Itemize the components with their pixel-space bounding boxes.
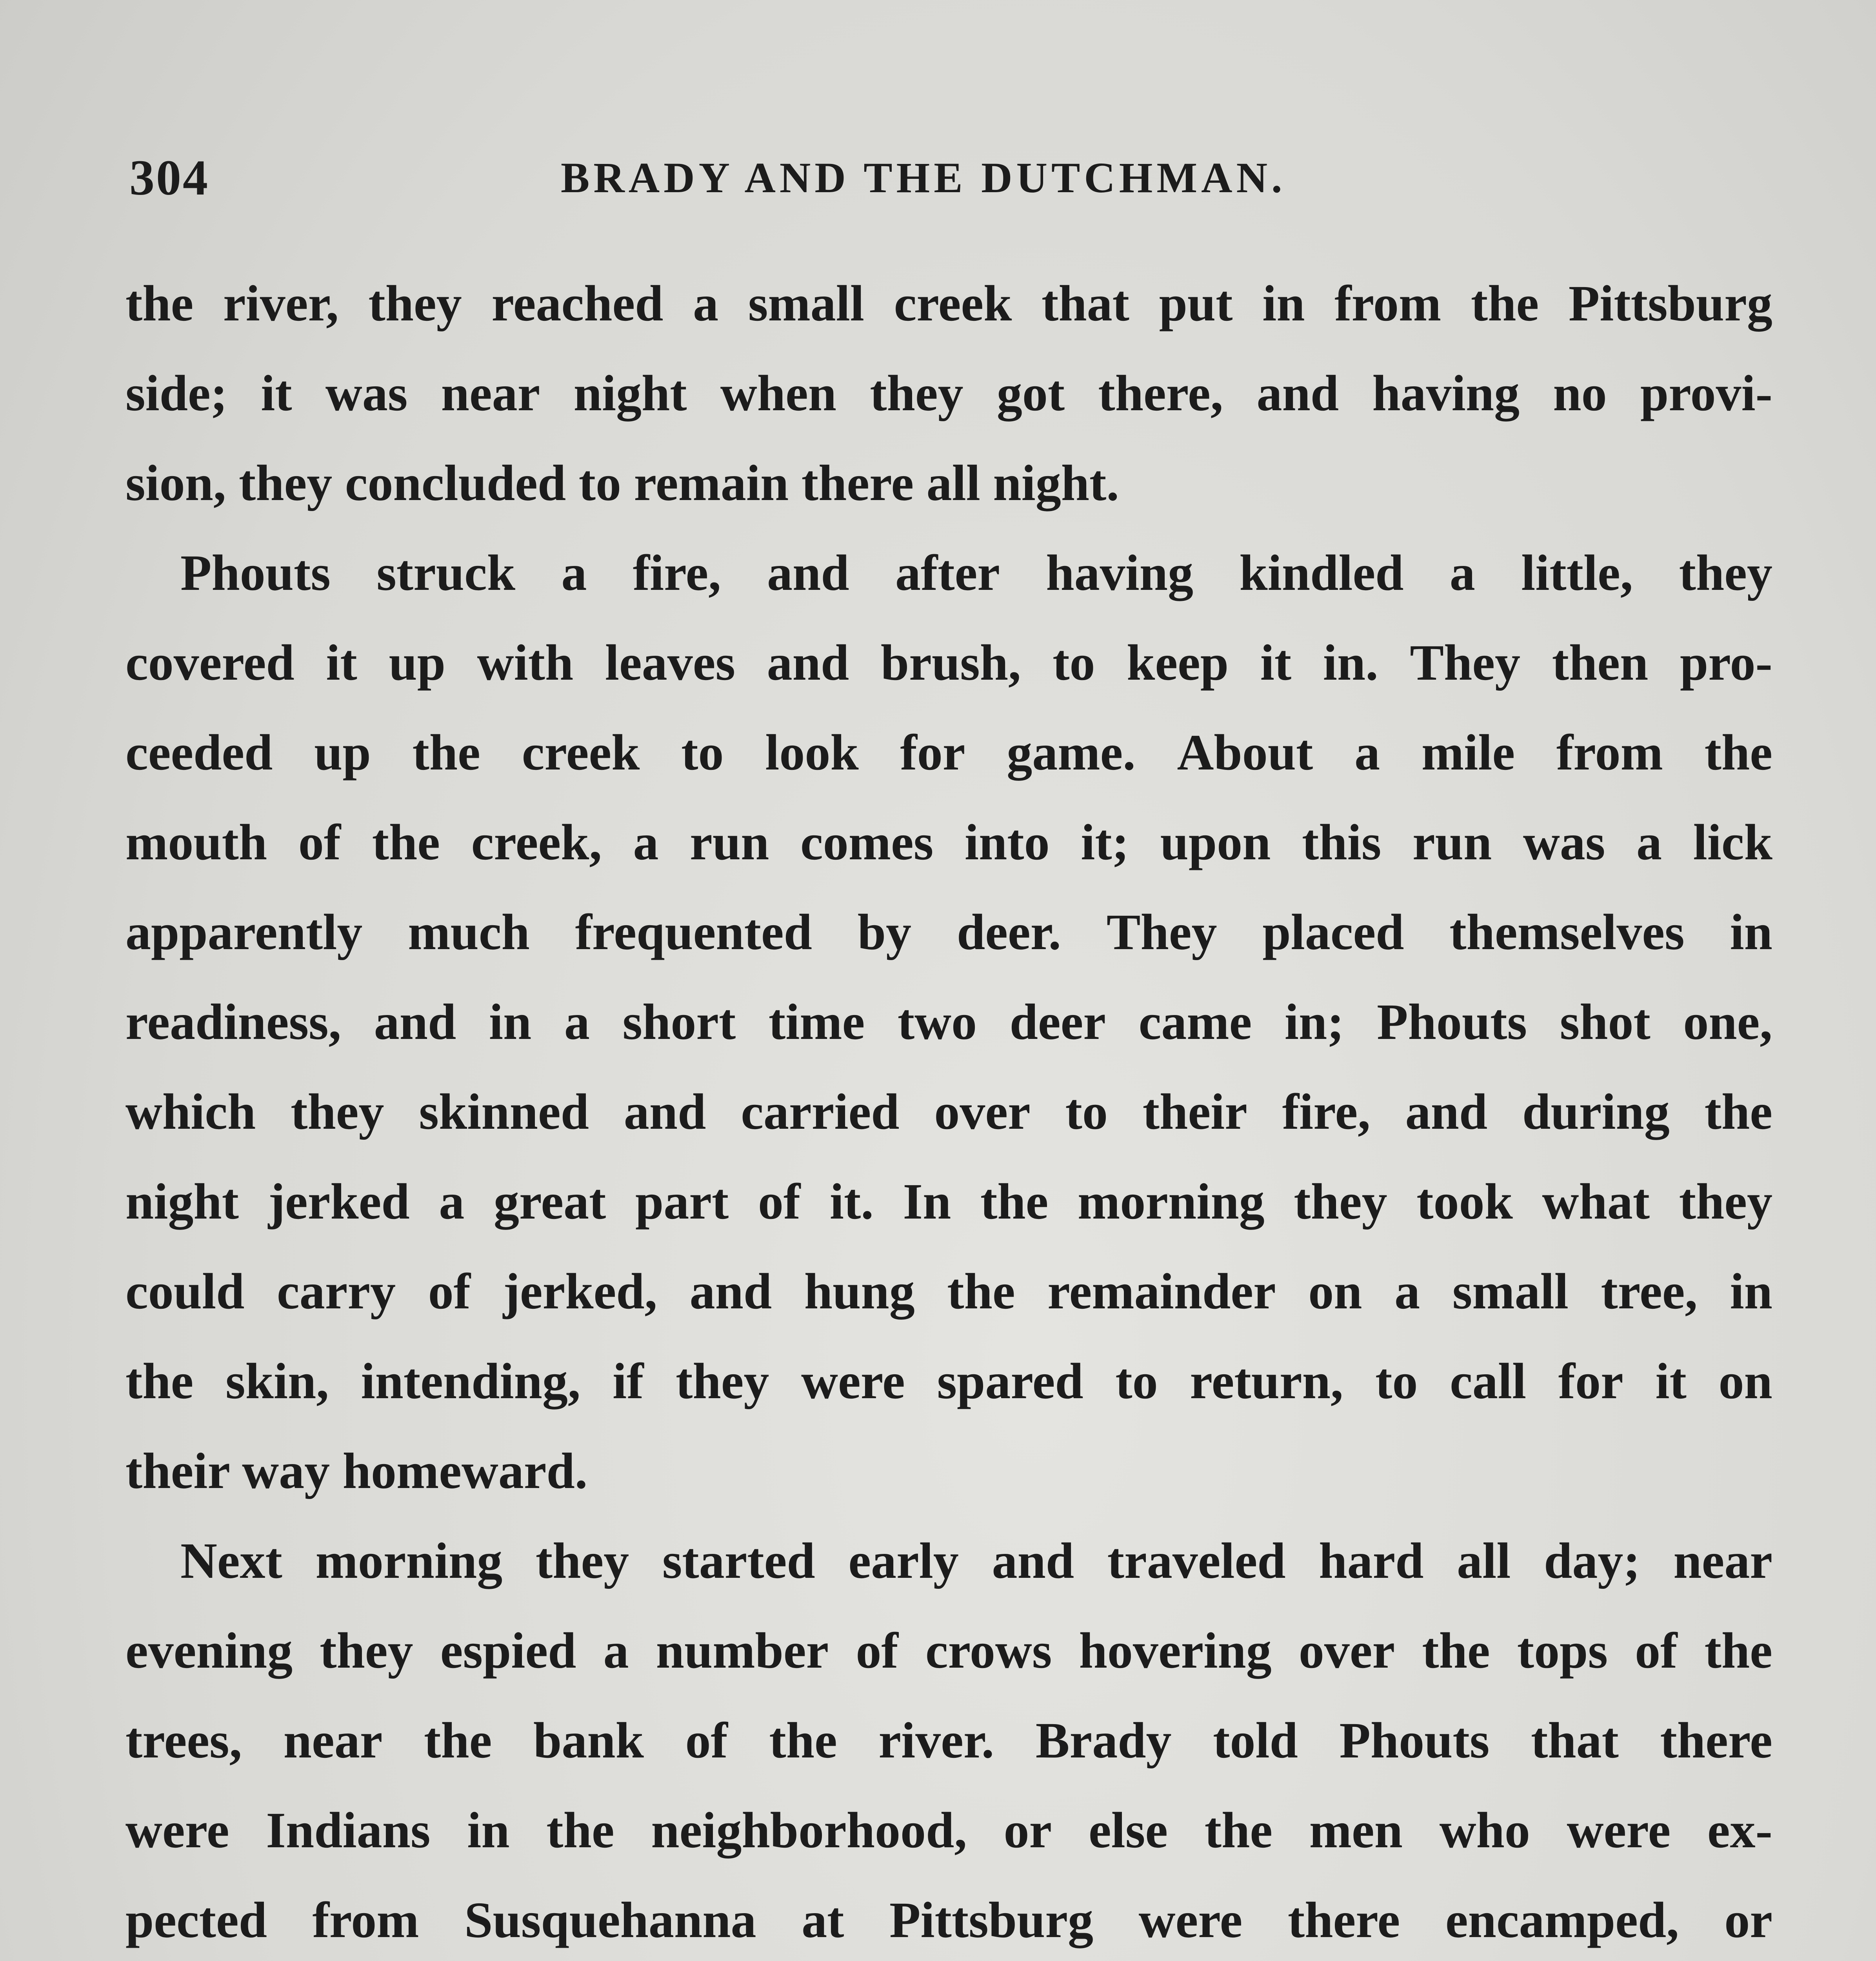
word: two [897, 994, 977, 1050]
word: started [662, 1533, 815, 1589]
word: could [125, 1263, 245, 1320]
word: was [1523, 814, 1605, 871]
word: to [681, 724, 724, 781]
word: the [1471, 275, 1539, 332]
word: great [493, 1173, 606, 1230]
word: the [412, 724, 480, 781]
word: during [1522, 1084, 1670, 1140]
word: trees, [125, 1712, 242, 1769]
word: they [320, 1623, 413, 1679]
word: In [903, 1173, 951, 1230]
word: and [992, 1533, 1074, 1589]
word: themselves [1449, 904, 1685, 960]
word: the [947, 1263, 1015, 1320]
word: shot [1560, 994, 1651, 1050]
word: pro- [1680, 635, 1772, 691]
word: part [635, 1173, 729, 1230]
word: they [870, 365, 963, 422]
word: Phouts [180, 545, 331, 601]
word: much [408, 904, 530, 960]
word: took [1416, 1173, 1513, 1230]
text-line [125, 1157, 1772, 1247]
word: look [765, 724, 859, 781]
word: the [424, 1712, 492, 1769]
word: river, [223, 275, 339, 332]
word: up [314, 724, 371, 781]
word: men [1309, 1802, 1403, 1859]
word: comes [800, 814, 934, 871]
word: got [996, 365, 1065, 422]
word: near [441, 365, 540, 422]
word: tops [1517, 1623, 1608, 1679]
word: fire, [633, 545, 721, 601]
word: what [1542, 1173, 1650, 1230]
word: a [603, 1623, 629, 1679]
word: deer. [956, 904, 1061, 960]
word: and [1256, 365, 1339, 422]
word: short [622, 994, 736, 1050]
word: they [1294, 1173, 1387, 1230]
word: into [964, 814, 1050, 871]
body-text [125, 259, 1772, 1961]
word: They [1410, 635, 1521, 691]
word: came [1138, 994, 1252, 1050]
word: over [934, 1084, 1031, 1140]
text-line: their way homeward. [125, 1443, 588, 1499]
word: if [613, 1353, 644, 1410]
word: carry [277, 1263, 396, 1320]
word: Next [180, 1533, 282, 1589]
word: with [477, 635, 574, 691]
word: they [368, 275, 462, 332]
word: intending, [361, 1353, 581, 1410]
word: up [389, 635, 446, 691]
text-line [125, 798, 1772, 888]
word: Pittsburg [1568, 275, 1772, 332]
word: when [720, 365, 837, 422]
word: river. [878, 1712, 994, 1769]
word: a [1449, 545, 1475, 601]
word: of [298, 814, 341, 871]
word: creek, [471, 814, 602, 871]
word: run [690, 814, 769, 871]
word: which [125, 1084, 256, 1140]
word: early [848, 1533, 959, 1589]
word: to [1115, 1353, 1158, 1410]
word: told [1213, 1712, 1298, 1769]
word: was [325, 365, 408, 422]
word: this [1302, 814, 1382, 871]
word: that [1531, 1712, 1619, 1769]
word: morning [315, 1533, 503, 1589]
word: in. [1323, 635, 1378, 691]
word: having [1372, 365, 1520, 422]
word: there [1660, 1712, 1772, 1769]
word: the [125, 275, 194, 332]
word: in [1262, 275, 1305, 332]
word: a [1636, 814, 1662, 871]
word: a [561, 545, 587, 601]
word: at [802, 1892, 844, 1948]
text-line [125, 1247, 1772, 1337]
word: in [467, 1802, 510, 1859]
word: carried [741, 1084, 900, 1140]
text-line [125, 1876, 1772, 1961]
word: from [312, 1892, 419, 1948]
word: struck [376, 545, 516, 601]
word: ex- [1707, 1802, 1772, 1859]
word: of [758, 1173, 801, 1230]
word: a [693, 275, 719, 332]
word: remainder [1047, 1263, 1276, 1320]
word: were [125, 1802, 229, 1859]
word: skinned [419, 1084, 589, 1140]
text-line [125, 977, 1772, 1067]
word: for [1558, 1353, 1623, 1410]
word: they [676, 1353, 769, 1410]
word: of [685, 1712, 728, 1769]
word: and [624, 1084, 706, 1140]
word: and [1405, 1084, 1488, 1140]
page-number: 304 [129, 150, 209, 206]
word: the [1704, 724, 1772, 781]
word: the [1704, 1623, 1772, 1679]
word: and [767, 545, 849, 601]
word: jerked [268, 1173, 410, 1230]
word: keep [1127, 635, 1229, 691]
word: return, [1190, 1353, 1343, 1410]
word: a [1394, 1263, 1420, 1320]
word: of [856, 1623, 898, 1679]
word: from [1556, 724, 1663, 781]
word: They [1106, 904, 1217, 960]
word: mouth [125, 814, 267, 871]
word: it. [829, 1173, 874, 1230]
word: reached [491, 275, 664, 332]
text-line [125, 708, 1772, 798]
word: readiness, [125, 994, 342, 1050]
word: a [439, 1173, 465, 1230]
word: Pittsburg [889, 1892, 1094, 1948]
text-line: sion, they concluded to remain there all night. [125, 455, 1119, 511]
word: lick [1693, 814, 1772, 871]
word: brush, [880, 635, 1021, 691]
word: from [1334, 275, 1442, 332]
text-line [125, 1337, 1772, 1426]
text-line [125, 618, 1772, 708]
word: and [689, 1263, 772, 1320]
word: small [748, 275, 864, 332]
text-line [125, 1786, 1772, 1876]
word: the [372, 814, 440, 871]
word: were [1567, 1802, 1671, 1859]
word: ceeded [125, 724, 273, 781]
word: hovering [1079, 1623, 1272, 1679]
word: game. [1007, 724, 1136, 781]
word: provi- [1640, 365, 1772, 422]
word: fire, [1282, 1084, 1371, 1140]
word: the [980, 1173, 1049, 1230]
word: pected [125, 1892, 267, 1948]
word: Indians [266, 1802, 431, 1859]
word: kindled [1239, 545, 1404, 601]
word: hung [804, 1263, 915, 1320]
word: who [1439, 1802, 1530, 1859]
word: morning [1077, 1173, 1265, 1230]
word: all [1457, 1533, 1511, 1589]
word: no [1553, 365, 1607, 422]
word: the [1704, 1084, 1772, 1140]
text-line [125, 888, 1772, 977]
word: were [1138, 1892, 1243, 1948]
word: neighborhood, [651, 1802, 967, 1859]
word: evening [125, 1623, 293, 1679]
word: the [1204, 1802, 1273, 1859]
word: small [1452, 1263, 1569, 1320]
word: to [1065, 1084, 1108, 1140]
word: Brady [1035, 1712, 1172, 1769]
word: in [489, 994, 532, 1050]
word: it [261, 365, 292, 422]
word: a [1354, 724, 1380, 781]
word: frequented [575, 904, 812, 960]
text-line [125, 1067, 1772, 1157]
word: after [895, 545, 1000, 601]
word: else [1088, 1802, 1168, 1859]
word: night [573, 365, 687, 422]
word: Phouts [1377, 994, 1527, 1050]
text-line [125, 259, 1772, 349]
word: deer [1009, 994, 1106, 1050]
word: mile [1421, 724, 1515, 781]
word: it [1655, 1353, 1687, 1410]
word: then [1552, 635, 1649, 691]
word: there [1287, 1892, 1400, 1948]
running-head: BRADY AND THE DUTCHMAN. [561, 154, 1286, 202]
word: espied [440, 1623, 576, 1679]
text-line [125, 528, 1772, 618]
word: creek [522, 724, 640, 781]
word: skin, [225, 1353, 329, 1410]
word: number [656, 1623, 829, 1679]
word: of [428, 1263, 471, 1320]
word: spared [937, 1353, 1083, 1410]
word: creek [894, 275, 1012, 332]
word: traveled [1107, 1533, 1286, 1589]
word: and [767, 635, 849, 691]
word: their [1142, 1084, 1247, 1140]
word: that [1042, 275, 1129, 332]
word: in [1730, 904, 1772, 960]
word: a [633, 814, 659, 871]
word: covered [125, 635, 294, 691]
word: the [1422, 1623, 1490, 1679]
word: run [1412, 814, 1492, 871]
word: they [1679, 545, 1772, 601]
word: time [768, 994, 865, 1050]
word: there, [1098, 365, 1223, 422]
word: put [1159, 275, 1233, 332]
word: they [535, 1533, 629, 1589]
page-header [129, 149, 1784, 212]
word: apparently [125, 904, 363, 960]
word: a [564, 994, 590, 1050]
word: the [769, 1712, 837, 1769]
word: jerked, [503, 1263, 658, 1320]
word: by [857, 904, 912, 960]
text-line [125, 1516, 1772, 1606]
word: in [1730, 1263, 1772, 1320]
word: of [1635, 1623, 1678, 1679]
word: day; [1544, 1533, 1640, 1589]
word: they [1679, 1173, 1772, 1230]
text-line [125, 1696, 1772, 1786]
word: it; [1081, 814, 1129, 871]
word: having [1046, 545, 1194, 601]
text-line [125, 1606, 1772, 1696]
word: upon [1160, 814, 1271, 871]
word: they [291, 1084, 384, 1140]
word: bank [533, 1712, 644, 1769]
word: and [374, 994, 456, 1050]
word: crows [925, 1623, 1052, 1679]
word: it [1260, 635, 1292, 691]
word: or [1724, 1892, 1772, 1948]
word: or [1003, 1802, 1052, 1859]
word: Susquehanna [464, 1892, 756, 1948]
word: to [1053, 635, 1095, 691]
word: hard [1319, 1533, 1424, 1589]
word: the [546, 1802, 614, 1859]
word: near [283, 1712, 383, 1769]
word: over [1298, 1623, 1395, 1679]
word: on [1718, 1353, 1772, 1410]
word: in; [1284, 994, 1344, 1050]
word: leaves [605, 635, 735, 691]
word: to [1375, 1353, 1418, 1410]
word: on [1308, 1263, 1362, 1320]
word: near [1673, 1533, 1772, 1589]
word: tree, [1601, 1263, 1698, 1320]
word: Phouts [1339, 1712, 1490, 1769]
word: were [801, 1353, 905, 1410]
word: About [1177, 724, 1313, 781]
word: it [326, 635, 357, 691]
word: one, [1683, 994, 1772, 1050]
word: night [125, 1173, 239, 1230]
word: for [900, 724, 965, 781]
word: placed [1262, 904, 1404, 960]
word: side; [125, 365, 227, 422]
word: call [1450, 1353, 1527, 1410]
word: the [125, 1353, 194, 1410]
word: encamped, [1445, 1892, 1679, 1948]
word: little, [1521, 545, 1633, 601]
text-line [125, 349, 1772, 438]
